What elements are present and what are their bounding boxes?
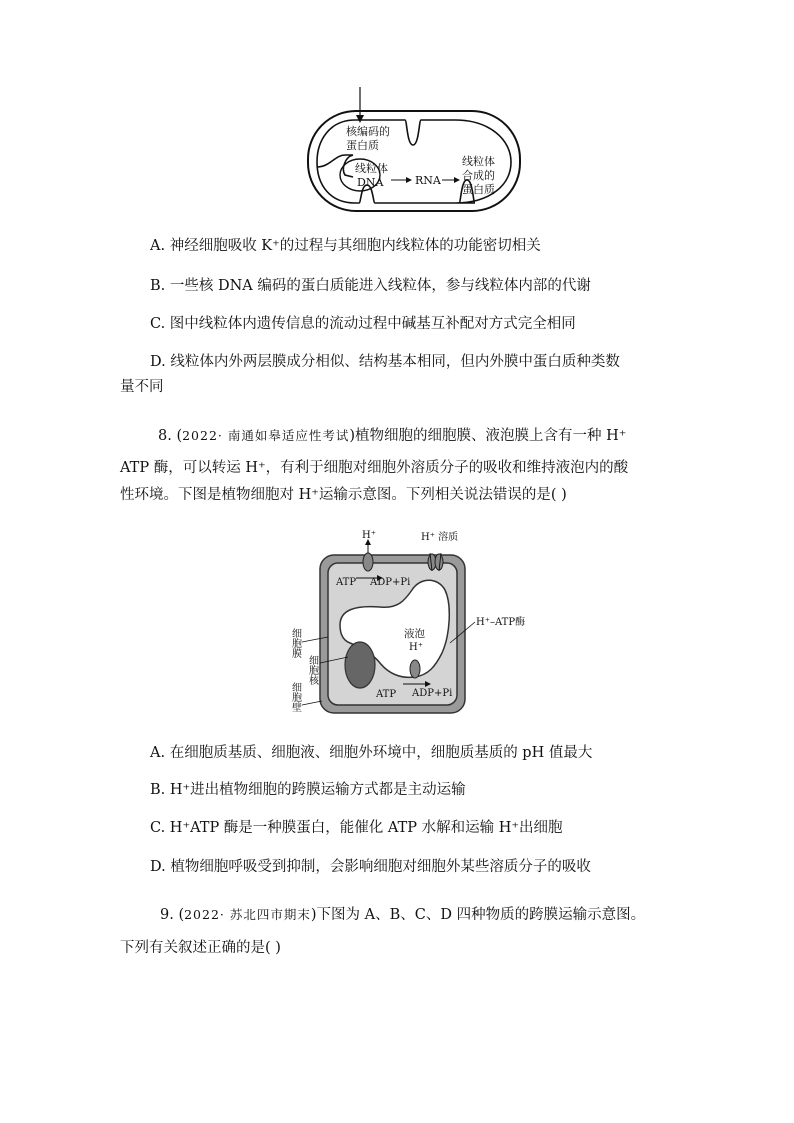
label-nuclear-protein-1: 核编码的 [346, 125, 390, 138]
q9-stem-line2: 下列有关叙述正确的是( ) [120, 940, 281, 956]
q8-stem-line2: ATP 酶，可以转运 H⁺，有利于细胞对细胞外溶质分子的吸收和维持液泡内的酸 [120, 460, 629, 476]
q8-stem-line3: 性环境。下图是植物细胞对 H⁺运输示意图。下列相关说法错误的是( ) [120, 487, 567, 503]
q7-option-a: A. 神经细胞吸收 K⁺的过程与其细胞内线粒体的功能密切相关 [150, 238, 541, 254]
label-rna: RNA [415, 174, 441, 187]
label-mt-dna-1: 线粒体 [355, 162, 388, 175]
q7-option-b: B. 一些核 DNA 编码的蛋白质能进入线粒体，参与线粒体内部的代谢 [150, 278, 591, 294]
label-vacuole: 液泡 [404, 628, 425, 640]
label-cell-wall: 细胞壁 [289, 682, 301, 712]
label-cell-membrane: 细胞膜 [289, 628, 301, 658]
label-mt-protein-3: 蛋白质 [462, 183, 495, 196]
label-h-vac: H⁺ [409, 642, 423, 653]
label-nucleus: 细胞核 [306, 655, 318, 685]
label-mt-protein-1: 线粒体 [462, 155, 495, 168]
label-adp-bottom: ADP+Pi [412, 688, 453, 699]
q8-option-c: C. H⁺ATP 酶是一种膜蛋白，能催化 ATP 水解和运输 H⁺出细胞 [150, 820, 563, 836]
label-mt-dna-2: DNA [357, 176, 384, 189]
h-atpase-top [363, 553, 373, 571]
h-atpase-vacuole [410, 660, 420, 678]
label-h-atpase: H⁺–ATP酶 [476, 617, 526, 628]
q7-option-d: D. 线粒体内外两层膜成分相似、结构基本相同，但内外膜中蛋白质种类数 [150, 354, 620, 370]
mitochondrion-figure [305, 85, 525, 215]
q8-option-a: A. 在细胞质基质、细胞液、细胞外环境中，细胞质基质的 pH 值最大 [150, 745, 593, 761]
plant-cell-figure [280, 525, 540, 725]
q7-option-d-cont: 量不同 [120, 379, 164, 395]
q8-option-b: B. H⁺进出植物细胞的跨膜运输方式都是主动运输 [150, 782, 466, 798]
label-nuclear-protein-2: 蛋白质 [346, 139, 379, 152]
label-atp-top: ATP [336, 577, 357, 588]
q8-source: 2022· 南通如皋适应性考试 [182, 428, 350, 443]
label-mt-protein-2: 合成的 [462, 169, 495, 182]
q8-option-d: D. 植物细胞呼吸受到抑制，会影响细胞对细胞外某些溶质分子的吸收 [150, 859, 591, 875]
q9-stem-line1: 9. (2022· 苏北四市期末)下图为 A、B、C、D 四种物质的跨膜运输示意图。 [160, 907, 646, 923]
label-adp-top: ADP+Pi [370, 577, 411, 588]
nucleus [345, 642, 375, 688]
q8-stem-line1: 8. (2022· 南通如皋适应性考试)植物细胞的细胞膜、液泡膜上含有一种 H⁺ [158, 428, 627, 444]
q9-source: 2022· 苏北四市期末 [184, 907, 311, 922]
label-h-top: H⁺ [362, 530, 376, 541]
label-h-solute: H⁺ 溶质 [421, 532, 459, 543]
label-atp-bottom: ATP [376, 689, 397, 700]
q7-option-c: C. 图中线粒体内遗传信息的流动过程中碱基互补配对方式完全相同 [150, 316, 576, 332]
